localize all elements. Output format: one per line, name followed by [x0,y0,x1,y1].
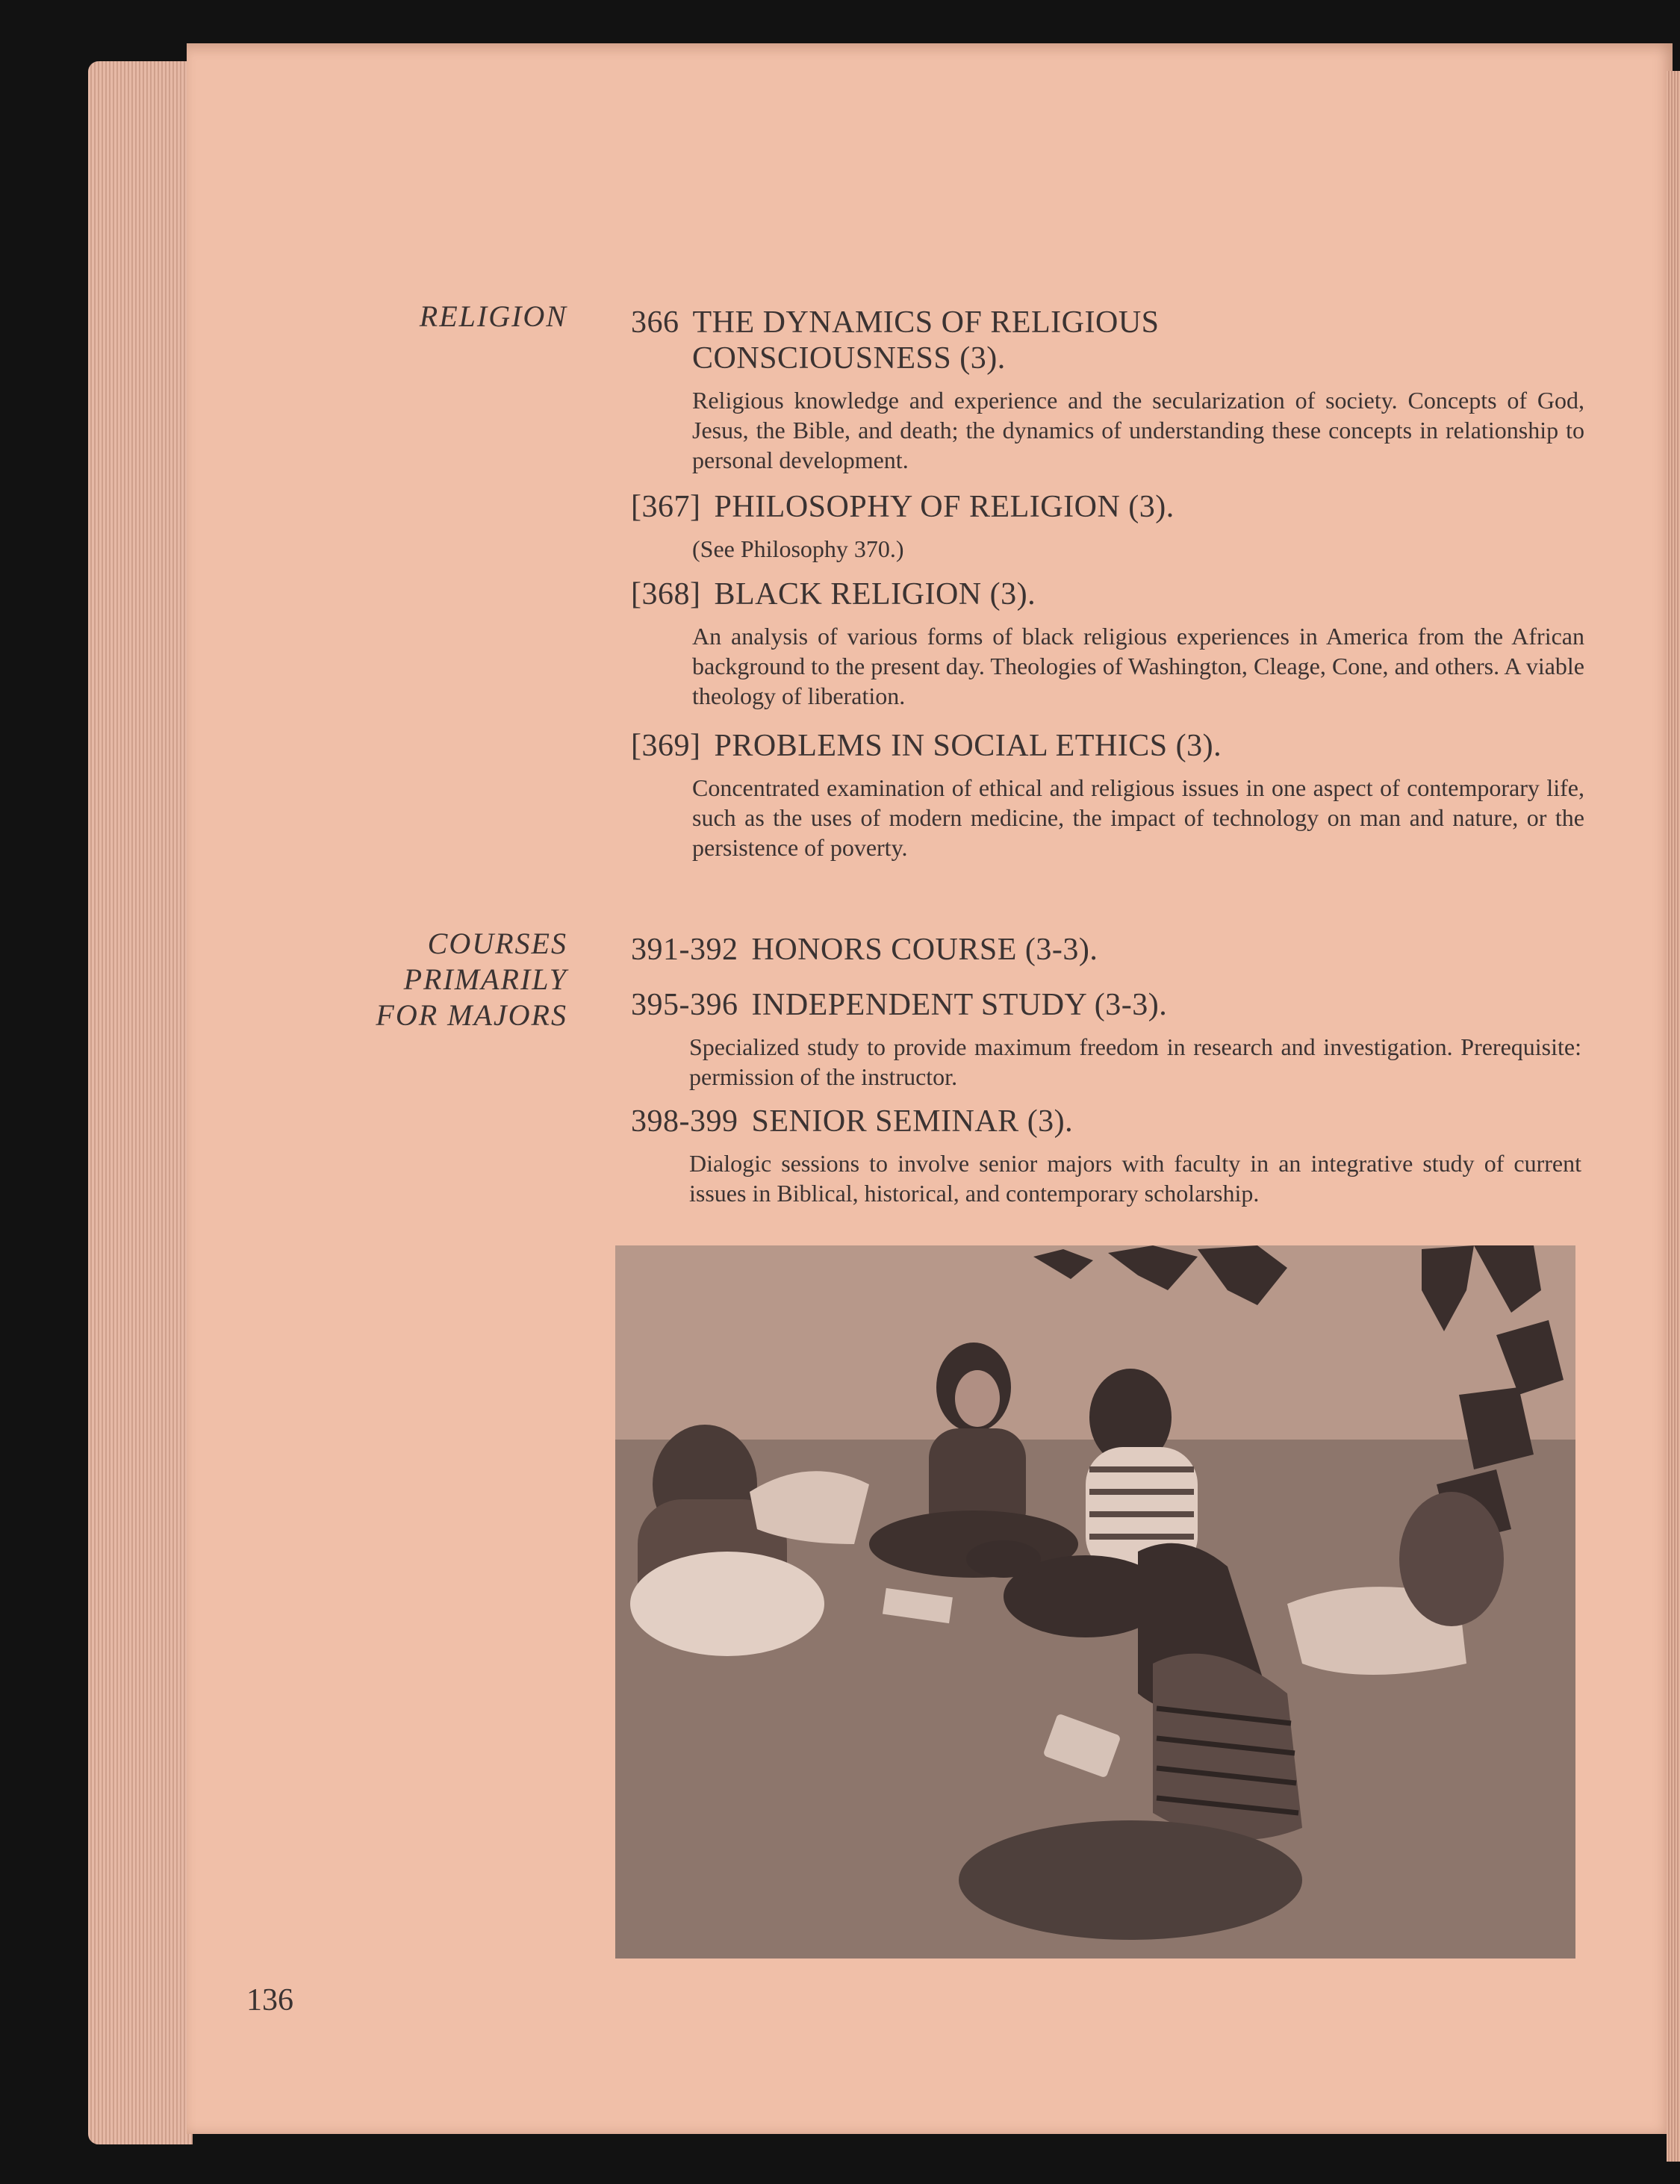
section-label-line: FOR MAJORS [376,998,567,1032]
course-number: 366 [631,305,679,340]
course-395-396 [631,987,1587,1092]
course-title-continued: CONSCIOUSNESS (3). [692,341,1006,376]
course-367 [631,489,1587,564]
course-heading [631,932,1587,968]
course-369 [631,728,1587,862]
course-title: SENIOR SEMINAR (3). [751,1104,1074,1139]
course-title: INDEPENDENT STUDY (3-3). [751,988,1168,1022]
course-description: Dialogic sessions to involve senior majors with faculty in an integrative study of current issues in Biblical, historical, and contemporary scholarship. [689,1150,1581,1207]
course-heading [631,305,1587,340]
page-stack-edge [88,61,193,2144]
course-368 [631,576,1587,711]
course-title: BLACK RELIGION (3). [714,577,1036,612]
course-heading [631,489,1587,525]
course-description: Concentrated examination of ethical and religious issues in one aspect of contemporary life, such as the uses of modern medicine, the impact of technology on man and nature, or the persistence of poverty. [692,774,1584,861]
section-label-religion [388,299,567,335]
course-366 [631,305,1587,475]
section-label-line: RELIGION [419,299,567,333]
course-number: [369] [631,729,701,763]
photo-illustration [615,1245,1575,1959]
course-number: [368] [631,577,701,612]
course-description: Specialized study to provide maximum freedom in research and investigation. Prerequisite: permission of the instructor. [689,1033,1581,1090]
course-391-392 [631,932,1587,968]
course-title: HONORS COURSE (3-3). [751,933,1098,967]
course-title: PHILOSOPHY OF RELIGION (3). [714,490,1175,524]
right-page-edge [1667,71,1680,2162]
course-number: 395-396 [631,988,738,1022]
section-label-majors [314,926,567,1033]
students-on-lawn-photo [615,1245,1575,1959]
course-number: 391-392 [631,933,738,967]
course-description: (See Philosophy 370.) [692,535,904,562]
section-label-line: COURSES [427,927,567,960]
course-description: An analysis of various forms of black religious experiences in America from the African background to the present day. Theologies of Washington, Cleage, Cone, and others. A viable theology of liberation. [692,623,1584,709]
course-number: [367] [631,490,701,524]
course-heading [631,1104,1587,1139]
course-heading [631,576,1587,612]
course-title: THE DYNAMICS OF RELIGIOUS [692,305,1160,340]
section-label-line: PRIMARILY [403,962,567,996]
course-heading [631,987,1587,1023]
course-number: 398-399 [631,1104,738,1139]
course-title: PROBLEMS IN SOCIAL ETHICS (3). [714,729,1222,763]
course-398-399 [631,1104,1587,1208]
course-heading [631,728,1587,764]
course-description: Religious knowledge and experience and the secularization of society. Concepts of God, Jesus, the Bible, and death; the dynamics of understanding these concepts in relationship to personal development. [692,387,1584,473]
page-number: 136 [246,1983,293,2017]
